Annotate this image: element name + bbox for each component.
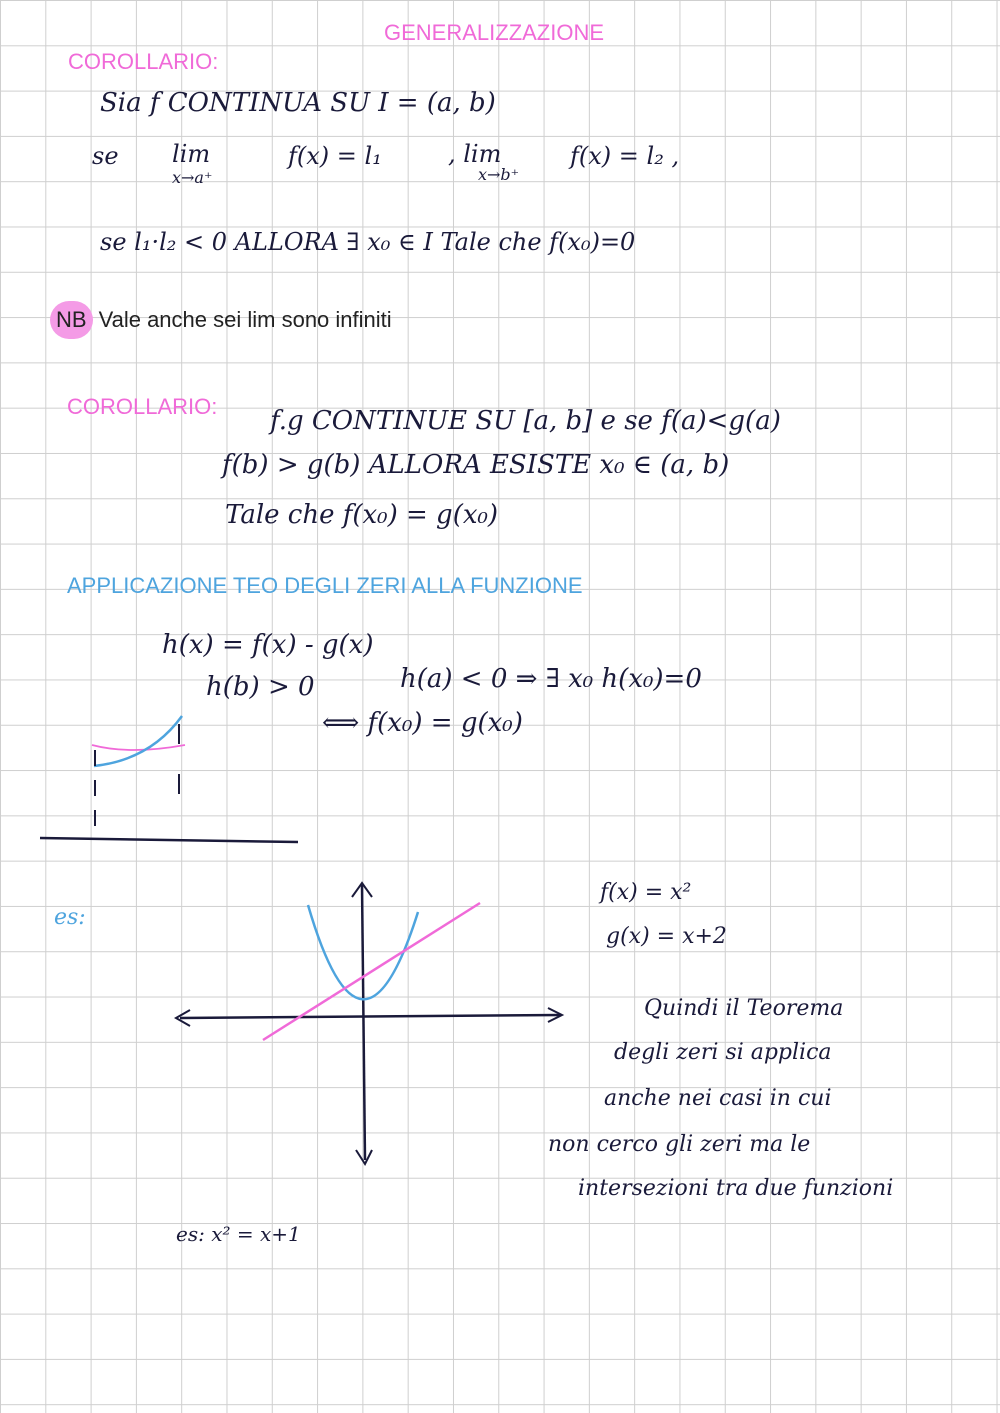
corollary1-lim-b-sub: x→b⁺ [478,165,520,184]
bottom-example: es: x² = x+1 [176,1222,301,1246]
intersection-sketch [40,716,298,842]
corollary1-lim-a-sub: x→a⁺ [172,168,213,187]
note-line-1: Quindi il Teorema [644,996,844,1021]
corollary1-line3: se l₁·l₂ < 0 ALLORA ∃ x₀ ∈ I Tale che f(x₀)=0 [100,228,636,256]
corollary1-lim-b: , lim [448,140,502,168]
example-label: es: [54,905,86,930]
corollary1-fx-l1: f(x) = l₁ [288,142,382,170]
corollary1-se: se [92,142,119,170]
sketch-f-curve [94,716,182,766]
y-axis [362,885,365,1160]
corollary1-line1: Sia f CONTINUA SU I = (a, b) [100,88,496,118]
sketch-g-curve [92,745,185,750]
example-graph [176,883,562,1164]
g-definition: g(x) = x+2 [606,924,727,949]
corollary2-line2: f(b) > g(b) ALLORA ESISTE x₀ ∈ (a, b) [222,450,730,480]
note-line-5: intersezioni tra due funzioni [578,1176,894,1201]
nb-text: Vale anche sei lim sono infiniti [98,307,392,332]
f-definition: f(x) = x² [600,880,692,905]
corollary2-line3: Tale che f(x₀) = g(x₀) [225,500,499,530]
sketch-base-line [40,838,298,842]
corollary2-line1: f.g CONTINUE SU [a, b] e se f(a)<g(a) [270,406,781,436]
corollary-label-2: COROLLARIO: [67,394,218,419]
x-axis [180,1015,560,1018]
page-title: GENERALIZZAZIONE [384,20,605,45]
line-g [263,903,480,1040]
hx-definition: h(x) = f(x) - g(x) [162,630,374,660]
corollary1-fx-l2: f(x) = l₂ , [570,142,680,170]
corollary-label-1: COROLLARIO: [68,49,219,74]
note-line-2: degli zeri si applica [614,1040,832,1065]
ha-negative: h(a) < 0 ⇒ ∃ x₀ h(x₀)=0 [400,664,702,694]
note-line-3: anche nei casi in cui [604,1086,832,1111]
hb-positive: h(b) > 0 [206,672,315,702]
note-line-4: non cerco gli zeri ma le [548,1132,811,1157]
equivalence: ⟺ f(x₀) = g(x₀) [322,708,523,738]
corollary1-lim-a: lim [172,140,211,168]
application-title: APPLICAZIONE TEO DEGLI ZERI ALLA FUNZIONE [67,573,583,598]
nb-badge: NB [50,301,93,339]
